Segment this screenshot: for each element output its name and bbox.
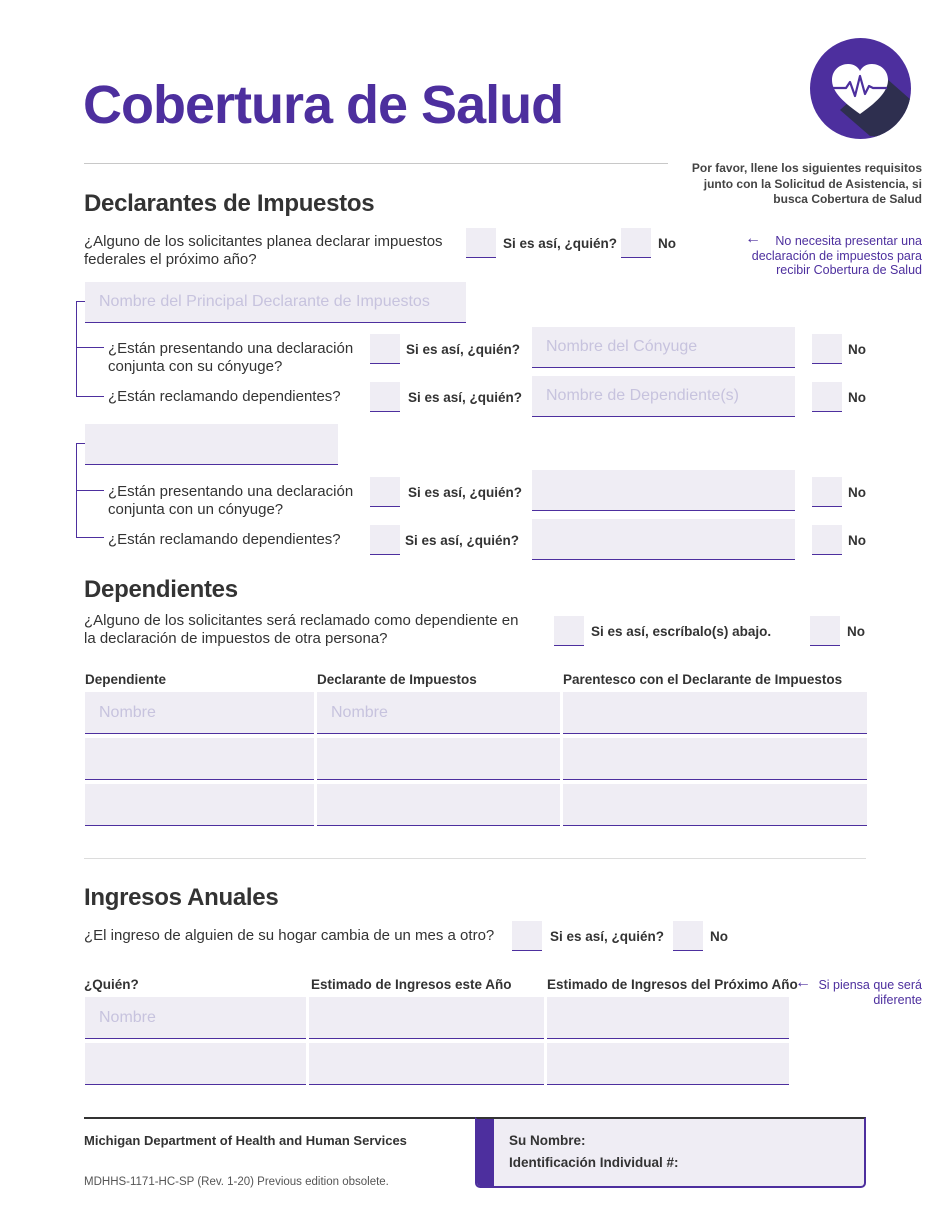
group1-bracket-tick	[76, 347, 104, 348]
department-name: Michigan Department of Health and Human Services	[84, 1133, 407, 1148]
dependents-name-input[interactable]: Nombre de Dependiente(s)	[532, 376, 795, 417]
dependent-filer-input[interactable]: Nombre	[317, 692, 560, 734]
section-divider	[84, 858, 866, 859]
id-box-accent	[477, 1119, 494, 1186]
group2-joint-yes-checkbox[interactable]	[370, 477, 400, 507]
group2-joint-no-checkbox[interactable]	[812, 477, 842, 507]
income-who-input[interactable]: Nombre	[85, 997, 306, 1039]
income-yes-label: Si es así, ¿quién?	[550, 929, 665, 944]
tax-filers-yes-checkbox[interactable]	[466, 228, 496, 258]
dependents-yes-label: Si es así, escríbalo(s) abajo.	[591, 624, 772, 639]
dependent-relationship-input[interactable]	[563, 738, 867, 780]
income-col-who: ¿Quién?	[84, 977, 139, 992]
tax-filers-yes-label: Si es así, ¿quién?	[503, 236, 618, 251]
dependents-col-relationship: Parentesco con el Declarante de Impuestos	[563, 672, 843, 687]
tax-filers-no-checkbox[interactable]	[621, 228, 651, 258]
group1-dep-no-checkbox[interactable]	[812, 382, 842, 412]
income-side-note: ← Si piensa que será diferente	[795, 974, 922, 1007]
applicant-id-box	[475, 1117, 866, 1188]
dependents-question: ¿Alguno de los solicitantes será reclamado como dependiente en la declaración de impuestos de otra persona?	[84, 612, 519, 647]
income-question: ¿El ingreso de alguien de su hogar cambia de un mes a otro?	[84, 927, 495, 944]
income-next-year-input[interactable]	[547, 1043, 789, 1085]
name-label[interactable]: Su Nombre:	[509, 1133, 586, 1148]
income-heading: Ingresos Anuales	[84, 884, 279, 911]
group1-dep-question: ¿Están reclamando dependientes?	[108, 388, 341, 405]
dependents-col-filer: Declarante de Impuestos	[317, 672, 477, 687]
header-divider	[84, 163, 668, 164]
top-note: Por favor, llene los siguientes requisitos junto con la Solicitud de Asistencia, si busca Cobertura de Salud	[691, 161, 922, 206]
tax-filers-no-label: No	[658, 236, 676, 251]
group2-joint-question: ¿Están presentando una declaración conjunta con un cónyuge?	[108, 483, 354, 518]
dependents-no-label: No	[847, 624, 865, 639]
dependent-name-input[interactable]	[85, 784, 314, 826]
income-no-checkbox[interactable]	[673, 921, 703, 951]
arrow-left-icon: ←	[795, 974, 811, 991]
income-col-this-year: Estimado de Ingresos este Año	[311, 977, 512, 992]
dependent-filer-input[interactable]	[317, 738, 560, 780]
form-id: MDHHS-1171-HC-SP (Rev. 1-20) Previous edition obsolete.	[84, 1176, 389, 1188]
group2-bracket-tick	[76, 490, 104, 491]
tax-filers-heading: Declarantes de Impuestos	[84, 190, 375, 217]
dependents-no-checkbox[interactable]	[810, 616, 840, 646]
group1-joint-question: ¿Están presentando una declaración conjunta con su cónyuge?	[108, 340, 354, 375]
income-next-year-input[interactable]	[547, 997, 789, 1039]
dependent-relationship-input[interactable]	[563, 784, 867, 826]
primary-filer-name-input[interactable]: Nombre del Principal Declarante de Impuestos	[85, 282, 466, 323]
group2-dependents-input[interactable]	[532, 519, 795, 560]
group2-spouse-input[interactable]	[532, 470, 795, 511]
group2-joint-yes-label: Si es así, ¿quién?	[408, 485, 523, 500]
individual-id-label[interactable]: Identificación Individual #:	[509, 1155, 679, 1170]
second-filer-name-input[interactable]	[85, 424, 338, 465]
footer-rule	[84, 1117, 475, 1119]
group2-dep-yes-label: Si es así, ¿quién?	[405, 533, 520, 548]
income-this-year-input[interactable]	[309, 1043, 544, 1085]
group1-joint-yes-label: Si es así, ¿quién?	[406, 342, 521, 357]
page-title: Cobertura de Salud	[83, 75, 564, 135]
dependent-filer-input[interactable]	[317, 784, 560, 826]
dependents-col-dependent: Dependiente	[85, 672, 167, 687]
spouse-name-input[interactable]: Nombre del Cónyuge	[532, 327, 795, 368]
dependent-name-input[interactable]: Nombre	[85, 692, 314, 734]
dependents-heading: Dependientes	[84, 576, 238, 603]
group1-dep-yes-checkbox[interactable]	[370, 382, 400, 412]
group2-dep-question: ¿Están reclamando dependientes?	[108, 531, 341, 548]
group1-joint-yes-checkbox[interactable]	[370, 334, 400, 364]
dependent-relationship-input[interactable]	[563, 692, 867, 734]
income-yes-checkbox[interactable]	[512, 921, 542, 951]
income-this-year-input[interactable]	[309, 997, 544, 1039]
group1-joint-no-checkbox[interactable]	[812, 334, 842, 364]
income-col-next-year: Estimado de Ingresos del Próximo Año	[547, 977, 798, 992]
group2-joint-no-label: No	[848, 485, 866, 500]
tax-filers-question: ¿Alguno de los solicitantes planea declarar impuestos federales el próximo año?	[84, 233, 443, 268]
group1-joint-no-label: No	[848, 342, 866, 357]
income-who-input[interactable]	[85, 1043, 306, 1085]
arrow-left-icon: ←	[745, 230, 761, 247]
group2-dep-no-checkbox[interactable]	[812, 525, 842, 555]
group2-dep-no-label: No	[848, 533, 866, 548]
income-no-label: No	[710, 929, 728, 944]
dependents-yes-checkbox[interactable]	[554, 616, 584, 646]
group1-dep-yes-label: Si es así, ¿quién?	[408, 390, 523, 405]
group1-dep-no-label: No	[848, 390, 866, 405]
group2-dep-yes-checkbox[interactable]	[370, 525, 400, 555]
heart-logo-icon	[810, 38, 911, 139]
tax-filers-side-note: ← No necesita presentar una declaración de impuestos para recibir Cobertura de Salud	[745, 230, 922, 277]
dependent-name-input[interactable]	[85, 738, 314, 780]
